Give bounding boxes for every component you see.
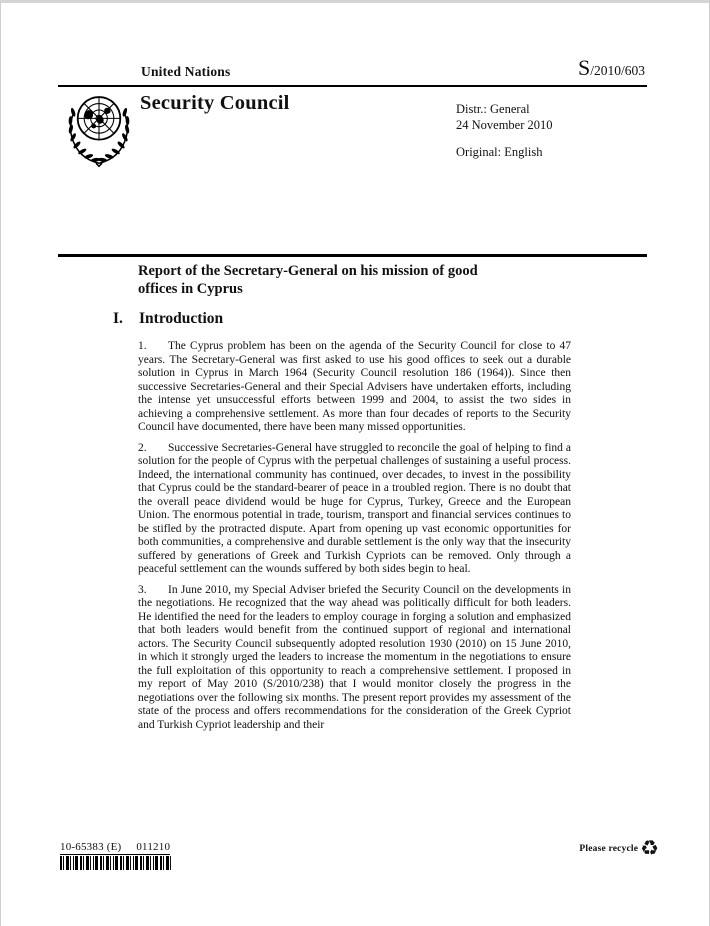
paragraph-number: 1. (138, 340, 147, 352)
document-symbol-prefix: S (577, 55, 591, 80)
barcode (60, 856, 173, 870)
document-symbol-number: /2010/603 (590, 63, 645, 78)
un-emblem-icon (61, 89, 137, 169)
document-symbol (578, 55, 645, 81)
paragraph-text: In June 2010, my Special Adviser briefed the Security Council on the developments in the negotiations. He recognized that the way ahead was politically difficult for both leaders. He identified the need for the leaders to employ courage in forging a solution and emphasized that both leaders would benefit from the continued support of regional and international actors. The Security Council subsequently adopted resolution 1930 (2010) on 15 June 2010, in which it strongly urged the leaders to increase the momentum in the negotiations to ensure the full exploitation of this opportunity to reach a comprehensive settlement. I proposed in my report of May 2010 (S/2010/238) that I would monitor closely the progress in the negotiations over the following six months. The present report provides my assessment of the state of the process and offers recommendations for the consideration of the Greek Cypriot and Turkish Cypriot leadership and their (138, 583, 571, 731)
paragraph-number: 3. (138, 583, 147, 596)
recycle-label: Please recycle (579, 843, 639, 854)
paragraph (138, 584, 571, 733)
job-number: 10-65383 (E) (60, 841, 122, 853)
org-name: United Nations (141, 64, 231, 79)
report-body (138, 340, 571, 739)
paragraph-number: 2. (138, 441, 147, 454)
header-rule (58, 85, 647, 87)
section-heading (113, 310, 223, 328)
footer-right (579, 838, 659, 859)
organ-name: Security Council (140, 92, 290, 114)
paragraph-text: The Cyprus problem has been on the agenda of the Security Council for close to 47 years. The Secretary-General was first asked to use his good offices to seek out a durable solution in Cyprus in March 1964 (Security Council resolution 186 (1964)). Since then successive Secretaries-General and their Special Advisers have undertaken efforts, including the intense yet unsuccessful efforts between 1999 and 2004, to assist the two sides in achieving a comprehensive settlement. As more than four decades of reports to the Security Council have documented, there have been many missed opportunities. (138, 340, 571, 433)
section-numeral: I. (113, 310, 123, 327)
job-number-line (60, 841, 170, 855)
paragraph (138, 340, 571, 435)
print-code: 011210 (136, 841, 171, 853)
paragraph-text: Successive Secretaries-General have struggled to reconcile the goal of helping to find a solution for the people of Cyprus with the perpetual challenges of sustaining a useful process. Indeed, the international community has continued, over decades, to invest in the possibility that Cyprus could be the standard-bearer of peace in a troubled region. There is no doubt that the overall peace dividend would be huge for Cyprus, Turkey, Greece and the European Union. The enormous potential in trade, tourism, transport and financial services continues to be stifled by the protracted dispute. Apart from opening up vast economic opportunities for both communities, a comprehensive and durable settlement is the only way that the insecurity suffered by generations of Greek and Turkish Cypriots can be removed. Only through a peaceful settlement can the wounds suffered by both sides begin to heal. (138, 441, 571, 575)
recycle-icon: ♻ (640, 836, 659, 860)
footer-left (60, 837, 173, 870)
paragraph (138, 442, 571, 577)
distribution-line: Distr.: General (456, 102, 530, 116)
section-title: Introduction (139, 310, 224, 327)
date-line: 24 November 2010 (456, 118, 553, 132)
report-title: Report of the Secretary-General on his mission of good offices in Cyprus (138, 263, 478, 297)
distribution-block (456, 101, 553, 160)
title-rule (58, 254, 647, 257)
original-language-line: Original: English (456, 145, 543, 159)
